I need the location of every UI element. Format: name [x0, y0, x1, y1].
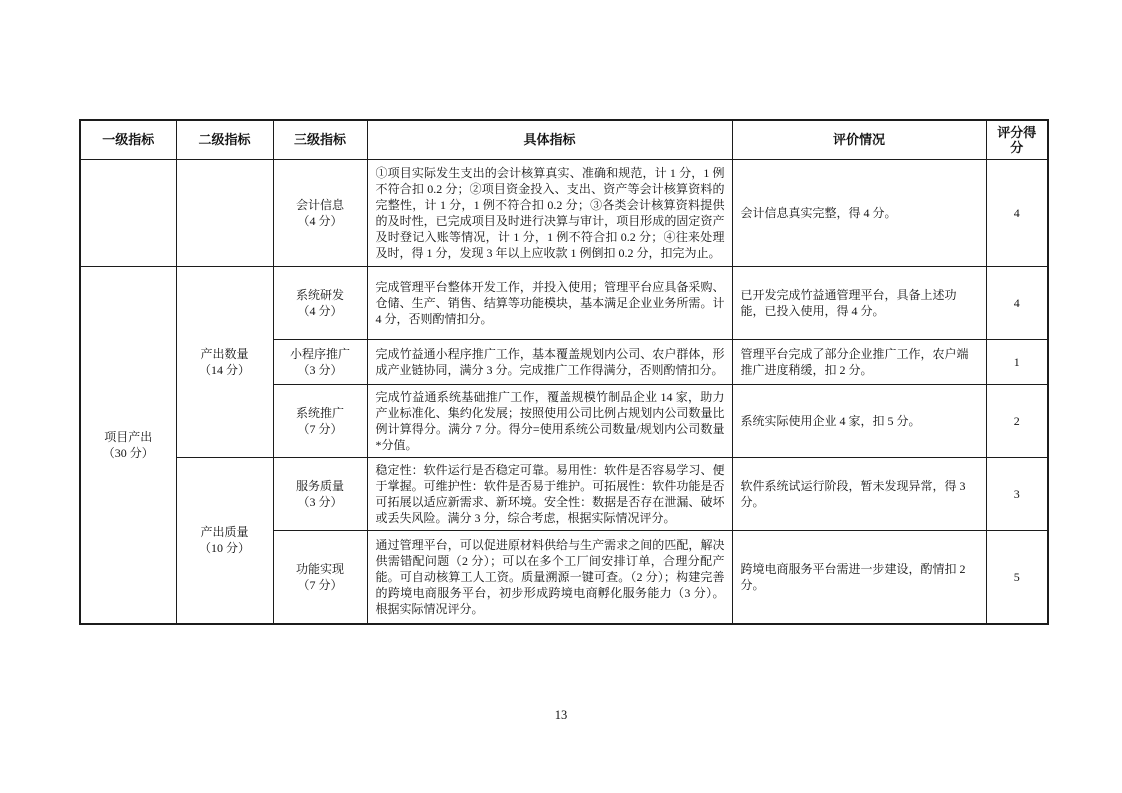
header-evaluation: 评价情况 — [732, 120, 986, 159]
table-row — [80, 159, 1048, 266]
cell-detail: 稳定性：软件运行是否稳定可靠。易用性：软件是否容易学习、便于掌握。可维护性：软件是否易于维护。可拓展性：软件功能是否可拓展以适应新需求、新环境。安全性：数据是否存在泄漏、破坏或丢失风险。满分 3 分，综合考虑，根据实际情况评分。 — [367, 457, 732, 530]
level3-name: 系统推广 — [295, 405, 344, 420]
level3-points: （4 分） — [297, 303, 343, 318]
cell-score: 4 — [986, 159, 1048, 266]
cell-level3 — [273, 530, 367, 624]
cell-level3 — [273, 266, 367, 339]
level2-name: 产出数量 — [200, 346, 249, 361]
cell-evaluation: 跨境电商服务平台需进一步建设，酌情扣 2 分。 — [732, 530, 986, 624]
table-header-row — [80, 120, 1048, 159]
cell-detail: 通过管理平台，可以促进原材料供给与生产需求之间的匹配，解决供需错配问题（2 分）；可以在多个工厂间安排订单，合理分配产能。可自动核算工人工资。质量溯源一键可查。（2 分）；构建完善的跨境电商服务平台，初步形成跨境电商孵化服务能力（3 分）。根据实际情况评分。 — [367, 530, 732, 624]
cell-evaluation: 管理平台完成了部分企业推广工作，农户端推广进度稍缓，扣 2 分。 — [732, 339, 986, 384]
header-score: 评分得分 — [986, 120, 1048, 159]
cell-score: 2 — [986, 384, 1048, 457]
cell-level3 — [273, 339, 367, 384]
level3-name: 系统研发 — [295, 287, 344, 302]
cell-level1-group — [80, 266, 176, 624]
level1-points: （30 分） — [102, 445, 154, 460]
cell-level2-group — [176, 457, 273, 624]
cell-level1-empty — [80, 159, 176, 266]
level3-name: 服务质量 — [295, 478, 344, 493]
level3-name: 会计信息 — [295, 197, 344, 212]
cell-score: 3 — [986, 457, 1048, 530]
level3-points: （7 分） — [297, 577, 343, 592]
cell-evaluation: 系统实际使用企业 4 家，扣 5 分。 — [732, 384, 986, 457]
cell-level3 — [273, 384, 367, 457]
cell-detail: 完成竹益通系统基础推广工作，覆盖规模竹制品企业 14 家，助力产业标准化、集约化发展；按照使用公司比例占规划内公司数量比例计算得分。满分 7 分。得分=使用系统公司数量/规划内公司数量*分值。 — [367, 384, 732, 457]
level3-points: （7 分） — [297, 421, 343, 436]
page-number: 13 — [554, 708, 568, 722]
cell-score: 5 — [986, 530, 1048, 624]
level3-name: 功能实现 — [295, 561, 344, 576]
level3-points: （3 分） — [297, 362, 343, 377]
cell-level3 — [273, 457, 367, 530]
cell-detail: 完成管理平台整体开发工作，并投入使用；管理平台应具备采购、仓储、生产、销售、结算等功能模块，基本满足企业业务所需。计 4 分，否则酌情扣分。 — [367, 266, 732, 339]
cell-level3 — [273, 159, 367, 266]
level3-name: 小程序推广 — [289, 346, 350, 361]
cell-level2-empty — [176, 159, 273, 266]
cell-evaluation: 已开发完成竹益通管理平台，具备上述功能，已投入使用，得 4 分。 — [732, 266, 986, 339]
evaluation-table — [79, 119, 1049, 625]
cell-detail: 完成竹益通小程序推广工作，基本覆盖规划内公司、农户群体，形成产业链协同，满分 3 分。完成推广工作得满分，否则酌情扣分。 — [367, 339, 732, 384]
level2-name: 产出质量 — [200, 525, 249, 540]
level1-name: 项目产出 — [104, 429, 153, 444]
level2-points: （10 分） — [198, 541, 250, 556]
header-level1: 一级指标 — [80, 120, 176, 159]
cell-score: 1 — [986, 339, 1048, 384]
cell-detail: ①项目实际发生支出的会计核算真实、准确和规范，计 1 分，1 例不符合扣 0.2 分；②项目资金投入、支出、资产等会计核算资料的完整性，计 1 分，1 例不符合扣 0.2 分；③各类会计核算资料提供的及时性，已完成项目及时进行决算与审计，项目形成的固定资产及时登记入账等情况，计 1 分，1 例不符合扣 0.2 分；④往来处理及时，得 1 分，发现 3 年以上应收款 1 例倒扣 0.2 分，扣完为止。 — [367, 159, 732, 266]
table-row — [80, 457, 1048, 530]
table-row — [80, 266, 1048, 339]
header-level3: 三级指标 — [273, 120, 367, 159]
cell-evaluation: 软件系统试运行阶段，暂未发现异常，得 3 分。 — [732, 457, 986, 530]
level3-points: （4 分） — [297, 213, 343, 228]
cell-level2-group — [176, 266, 273, 457]
level2-points: （14 分） — [198, 362, 250, 377]
cell-evaluation: 会计信息真实完整，得 4 分。 — [732, 159, 986, 266]
header-detail: 具体指标 — [367, 120, 732, 159]
level3-points: （3 分） — [297, 494, 343, 509]
cell-score: 4 — [986, 266, 1048, 339]
header-level2: 二级指标 — [176, 120, 273, 159]
